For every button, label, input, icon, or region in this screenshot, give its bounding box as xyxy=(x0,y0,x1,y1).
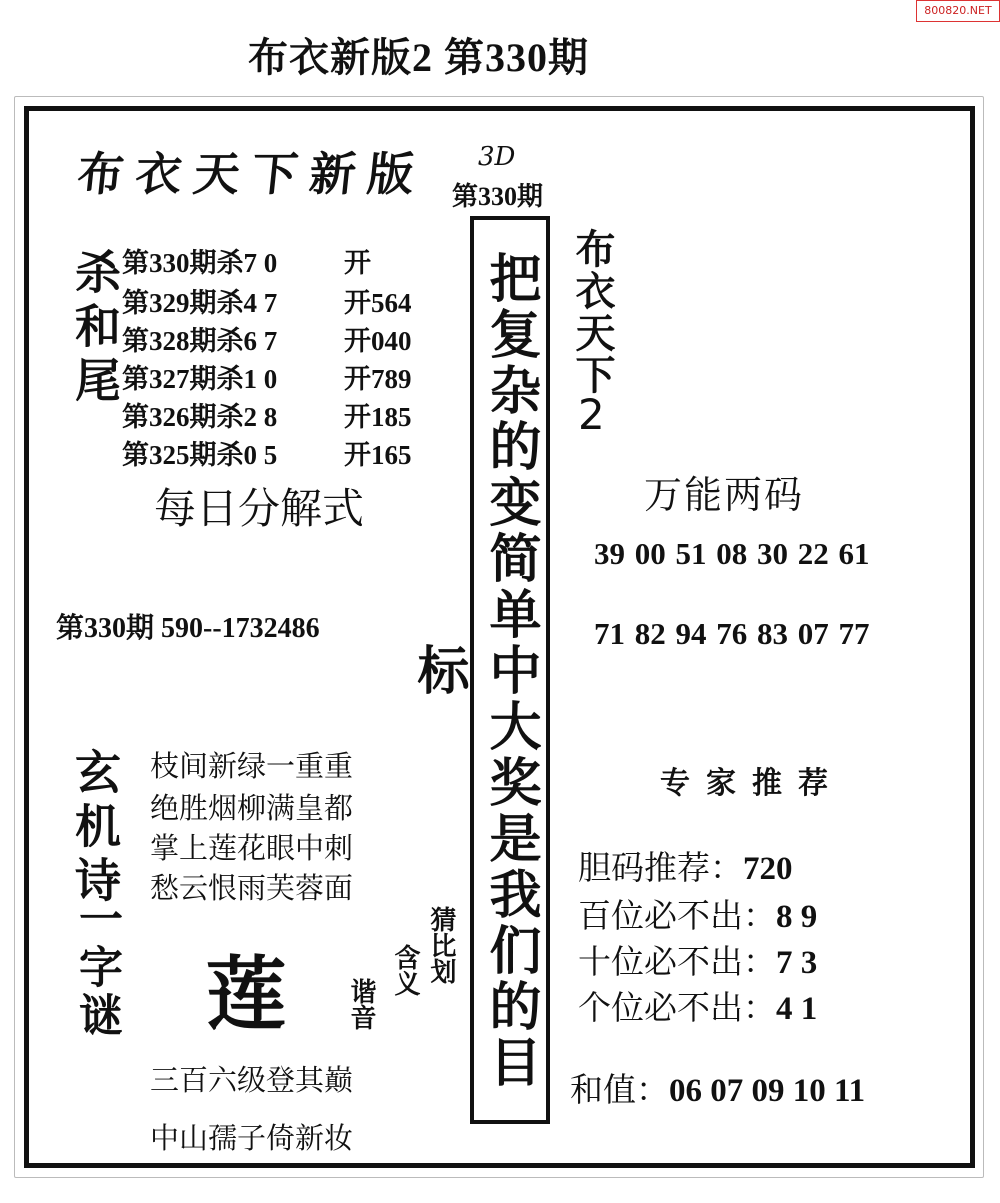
brand-number: 2 xyxy=(578,390,605,439)
open-value: 开165 xyxy=(344,440,412,470)
banner-slogan: 把复杂的变简单中大奖是我们的目标 xyxy=(408,251,541,1091)
pick-label: 个位必不出： xyxy=(578,988,776,1027)
kill-row xyxy=(122,322,412,360)
riddle-line: 中山孺子倚新妆 xyxy=(150,1121,354,1155)
riddle-line: 三百六级登其巅 xyxy=(150,1063,354,1097)
kill-row xyxy=(122,398,412,436)
daily-formula: 第330期 590--1732486 xyxy=(56,613,320,644)
two-codes-row: 39 00 51 08 30 22 61 xyxy=(594,536,870,571)
poem-line: 愁云恨雨芙蓉面 xyxy=(150,871,354,905)
kill-value: 第326期杀2 8 xyxy=(122,402,278,432)
sum-row xyxy=(570,1064,865,1111)
pick-label: 胆码推荐： xyxy=(578,848,743,887)
brush-title: 布衣天下新版 xyxy=(74,147,429,201)
kill-value: 第327期杀1 0 xyxy=(122,364,278,394)
site-watermark: 800820.NET xyxy=(916,0,1000,22)
brand-vertical: 布衣天下 xyxy=(569,228,616,396)
kill-row xyxy=(122,436,412,474)
tag-issue: 第330期 xyxy=(452,182,544,211)
pick-row xyxy=(578,842,793,889)
sum-value: 06 07 09 10 11 xyxy=(669,1073,866,1109)
pick-value: 7 3 xyxy=(776,945,818,981)
pick-label: 十位必不出： xyxy=(578,942,776,981)
riddle-label: 一字谜 xyxy=(71,896,122,1040)
mystic-poem-label: 玄机诗 xyxy=(68,748,122,910)
kill-tail-label: 杀和尾 xyxy=(68,248,122,410)
open-value: 开040 xyxy=(344,326,412,356)
poem-line: 绝胜烟柳满皇都 xyxy=(150,791,354,825)
kill-value: 第330期杀7 0 xyxy=(122,248,278,278)
open-value: 开 xyxy=(344,248,371,278)
riddle-hint: 猜比划 xyxy=(426,906,456,984)
tag-3d: 3D xyxy=(478,142,516,172)
pick-label: 百位必不出： xyxy=(578,896,776,935)
sum-label: 和值： xyxy=(570,1070,669,1109)
pick-row xyxy=(578,936,817,983)
pick-value: 4 1 xyxy=(776,991,818,1027)
riddle-character: 莲 xyxy=(206,947,286,1041)
kill-value: 第329期杀4 7 xyxy=(122,288,278,318)
kill-row xyxy=(122,360,412,398)
riddle-hint: 谐音 xyxy=(346,978,376,1030)
pick-row xyxy=(578,890,817,937)
open-value: 开789 xyxy=(344,364,412,394)
pick-value: 720 xyxy=(743,851,793,887)
pick-row xyxy=(578,982,817,1029)
open-value: 开564 xyxy=(344,288,412,318)
riddle-hint: 含义 xyxy=(390,944,420,996)
daily-formula-title: 每日分解式 xyxy=(154,484,365,533)
kill-row xyxy=(122,244,371,282)
poem-line: 枝间新绿一重重 xyxy=(150,749,354,783)
open-value: 开185 xyxy=(344,402,412,432)
two-codes-title: 万能两码 xyxy=(644,473,805,517)
expert-title: 专家推荐 xyxy=(660,766,844,801)
poem-line: 掌上莲花眼中刺 xyxy=(150,831,354,865)
kill-row xyxy=(122,284,412,322)
two-codes-row: 71 82 94 76 83 07 77 xyxy=(594,616,870,651)
kill-value: 第328期杀6 7 xyxy=(122,326,278,356)
pick-value: 8 9 xyxy=(776,899,818,935)
page-title: 布衣新版2 第330期 xyxy=(248,35,589,80)
kill-value: 第325期杀0 5 xyxy=(122,440,278,470)
